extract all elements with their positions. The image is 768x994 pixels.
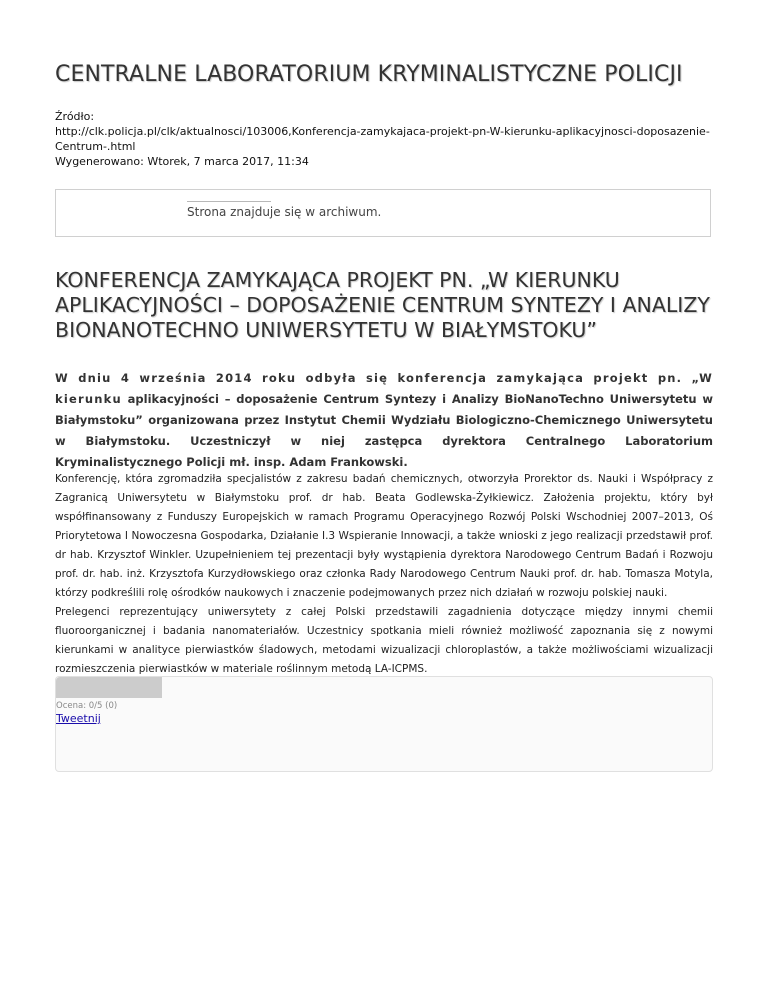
archive-notice: Strona znajduje się w archiwum. [187, 205, 382, 219]
article-lead [55, 368, 713, 473]
print-meta [55, 109, 715, 169]
source-url: http://clk.policja.pl/clk/aktualnosci/103006,Konferencja-zamykajaca-projekt-pn-W-kierunku-aplikacyjnosci-doposazenie-Centrum-.html [55, 125, 710, 153]
lead-first-line: W dniu 4 września 2014 roku odbyła się konferencja zamykająca projekt pn. „W kierunku [55, 371, 713, 406]
source-label: Źródło: [55, 110, 95, 123]
rating-text: Ocena: 0/5 (0) [56, 701, 118, 711]
tweet-link[interactable]: Tweetnij [56, 712, 101, 725]
article-paragraph-2: Prelegenci reprezentujący uniwersytety z całej Polski przedstawili zagadnienia dotyczące między innymi chemii fluoroorganicznej i badania nanomateriałów. Uczestnicy spotkania mieli również możliwość zapoznania się z nowymi kierunkami w analityce pierwiastków śladowych, metodami wizualizacji chloroplastów, a także możliwościami wizualizacji rozmieszczenia pierwiastków w materiale roślinnym metodą LA-ICPMS. [55, 606, 713, 675]
generated-date: Wygenerowano: Wtorek, 7 marca 2017, 11:34 [55, 155, 309, 168]
site-title: CENTRALNE LABORATORIUM KRYMINALISTYCZNE POLICJI [55, 62, 683, 87]
lead-rest: aplikacyjności – doposażenie Centrum Syntezy i Analizy BioNanoTechno Uniwersytetu w Białymstoku” organizowana przez Instytut Chemii Wydziału Biologiczno-Chemicznego Uniwersytetu w Białymstoku. Uczestniczył w niej zastępca dyrektora Centralnego Laboratorium Kryminalistycznego Policji mł. insp. Adam Frankowski. [55, 392, 713, 469]
archive-divider [187, 201, 271, 202]
rating-stars-bar[interactable] [56, 677, 162, 698]
article-title: KONFERENCJA ZAMYKAJĄCA PROJEKT PN. „W KIERUNKU APLIKACYJNOŚCI – DOPOSAŻENIE CENTRUM SYNTEZY I ANALIZY BIONANOTECHNO UNIWERSYTETU W BIAŁYMSTOKU” [55, 268, 710, 342]
article-body [55, 470, 713, 679]
rating-panel [55, 676, 713, 772]
archive-notice-box [55, 189, 711, 237]
article-paragraph-1: Konferencję, która zgromadziła specjalistów z zakresu badań chemicznych, otworzyła Prorektor ds. Nauki i Współpracy z Zagranicą Uniwersytetu w Białymstoku prof. dr hab. Beata Godlewska-Żyłkiewicz. Założenia projektu, który był współfinansowany z Funduszy Europejskich w ramach Programu Operacyjnego Rozwój Polski Wschodniej 2007–2013, Oś Priorytetowa I Nowoczesna Gospodarka, Działanie I.3 Wspieranie Innowacji, a także wnioski z jego realizacji przedstawił prof. dr hab. Krzysztof Winkler. Uzupełnieniem tej prezentacji były wystąpienia dyrektora Narodowego Centrum Badań i Rozwoju prof. dr. hab. inż. Krzysztofa Kurzydłowskiego oraz członka Rady Narodowego Centrum Nauki prof. dr. hab. Tomasza Motyla, którzy podkreślili rolę ośrodków naukowych i znaczenie podejmowanych przez nich działań w rozwoju polskiej nauki. [55, 473, 713, 599]
